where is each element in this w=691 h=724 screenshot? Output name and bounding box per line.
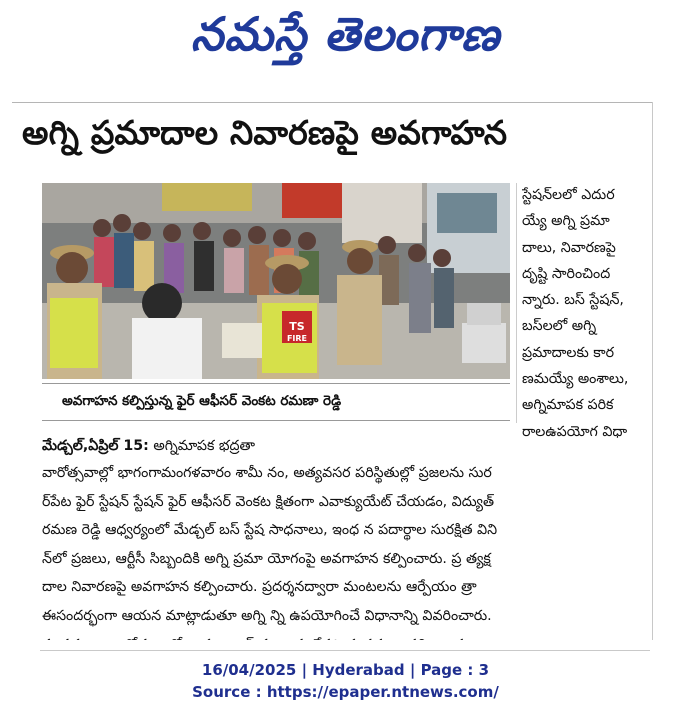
text-line: న్‌లో ప్రజలు, ఆర్టీసీ సిబ్బందికి అగ్ని ప్రమా యోగంపై అవగాహన కల్పించారు. ప్ర త్యక్ష	[42, 550, 491, 567]
page-bottom-area	[0, 640, 691, 724]
footer-source[interactable]: Source : https://epaper.ntnews.com/	[192, 683, 499, 701]
header-divider	[12, 102, 652, 103]
text-line: దాల నివారణపై అవగాహన కల్పించారు. ప్రదర్శనద్వారా మంటలను ఆర్పేయం త్రా	[42, 579, 477, 596]
text-line: రాలఉపయోగ విధా	[522, 423, 628, 440]
footer-divider	[40, 650, 650, 651]
article-headline: అగ్ని ప్రమాదాల నివారణపై అవగాహన	[22, 113, 508, 152]
article-photo[interactable]	[42, 183, 510, 379]
dateline: మేడ్చల్,ఏప్రిల్ 15:	[42, 438, 149, 454]
text-line: స్టేషన్‌లలో ఎదుర	[522, 187, 615, 203]
text-line: రమణ రెడ్డి ఆధ్వర్యంలో మేడ్చల్ బస్ స్టేష సాధనాలు, ఇంధ న పదార్థాల సురక్షిత విని	[42, 522, 498, 539]
text-line: దాలు, నివారణపై	[522, 239, 616, 256]
text-line	[42, 432, 514, 461]
text-line: య్యే అగ్ని ప్రమా	[522, 213, 610, 230]
column-divider	[516, 183, 517, 423]
photo-caption: అవగాహన కల్పిస్తున్న ఫైర్ ఆఫీసర్ వెంకట రమణా రెడ్డి	[42, 383, 510, 421]
text-line: వారోత్సవాల్లో భాగంగామంగళవారం శామీ నం, అత్యవసర పరిస్థితుల్లో ప్రజలను సుర	[42, 465, 492, 481]
text-line: ఈసందర్భంగా ఆయన మాట్లాడుతూ అగ్ని న్ని ఉపయోగించే విధానాన్ని వివరించారు.	[42, 607, 492, 624]
edition-date: 16/04/2025	[201, 661, 297, 679]
badge-fire-label: FIRE	[286, 334, 308, 343]
text-line: ణమయ్యే అంశాలు,	[522, 371, 629, 388]
edition-city: Hyderabad	[312, 661, 405, 679]
text-line: ప్రమాదాలకు కార	[522, 344, 615, 361]
article-body-first-line	[42, 432, 514, 461]
text-line: న్నారు. బస్ స్టేషన్,	[522, 292, 624, 309]
side-column-text	[522, 182, 650, 445]
photo-illustration	[42, 183, 510, 379]
text-line: అగ్నిమాపక పరిక	[522, 397, 614, 414]
article-body	[42, 459, 652, 659]
lead-text: అగ్నిమాపక భద్రతా	[148, 438, 256, 454]
masthead	[0, 0, 691, 80]
text-line: దృష్టి సారించింద	[522, 265, 611, 282]
badge-ts-label: TS	[289, 320, 305, 333]
edition-page: Page : 3	[420, 661, 490, 679]
footer-edition-info: 16/04/2025 | Hyderabad | Page : 3	[201, 661, 490, 679]
text-line: బస్‌లలో అగ్ని	[522, 318, 597, 335]
column-border-right	[652, 102, 653, 652]
text-line: ర్‌పేట ఫైర్ స్టేషన్ స్టేషన్ ఫైర్ ఆఫీసర్ వెంకట క్షితంగా ఎవాక్యుయేట్ చేయడం, విద్యుత్	[42, 493, 495, 510]
newspaper-logo-title: నమస్తే తెలంగాణ	[190, 7, 501, 61]
